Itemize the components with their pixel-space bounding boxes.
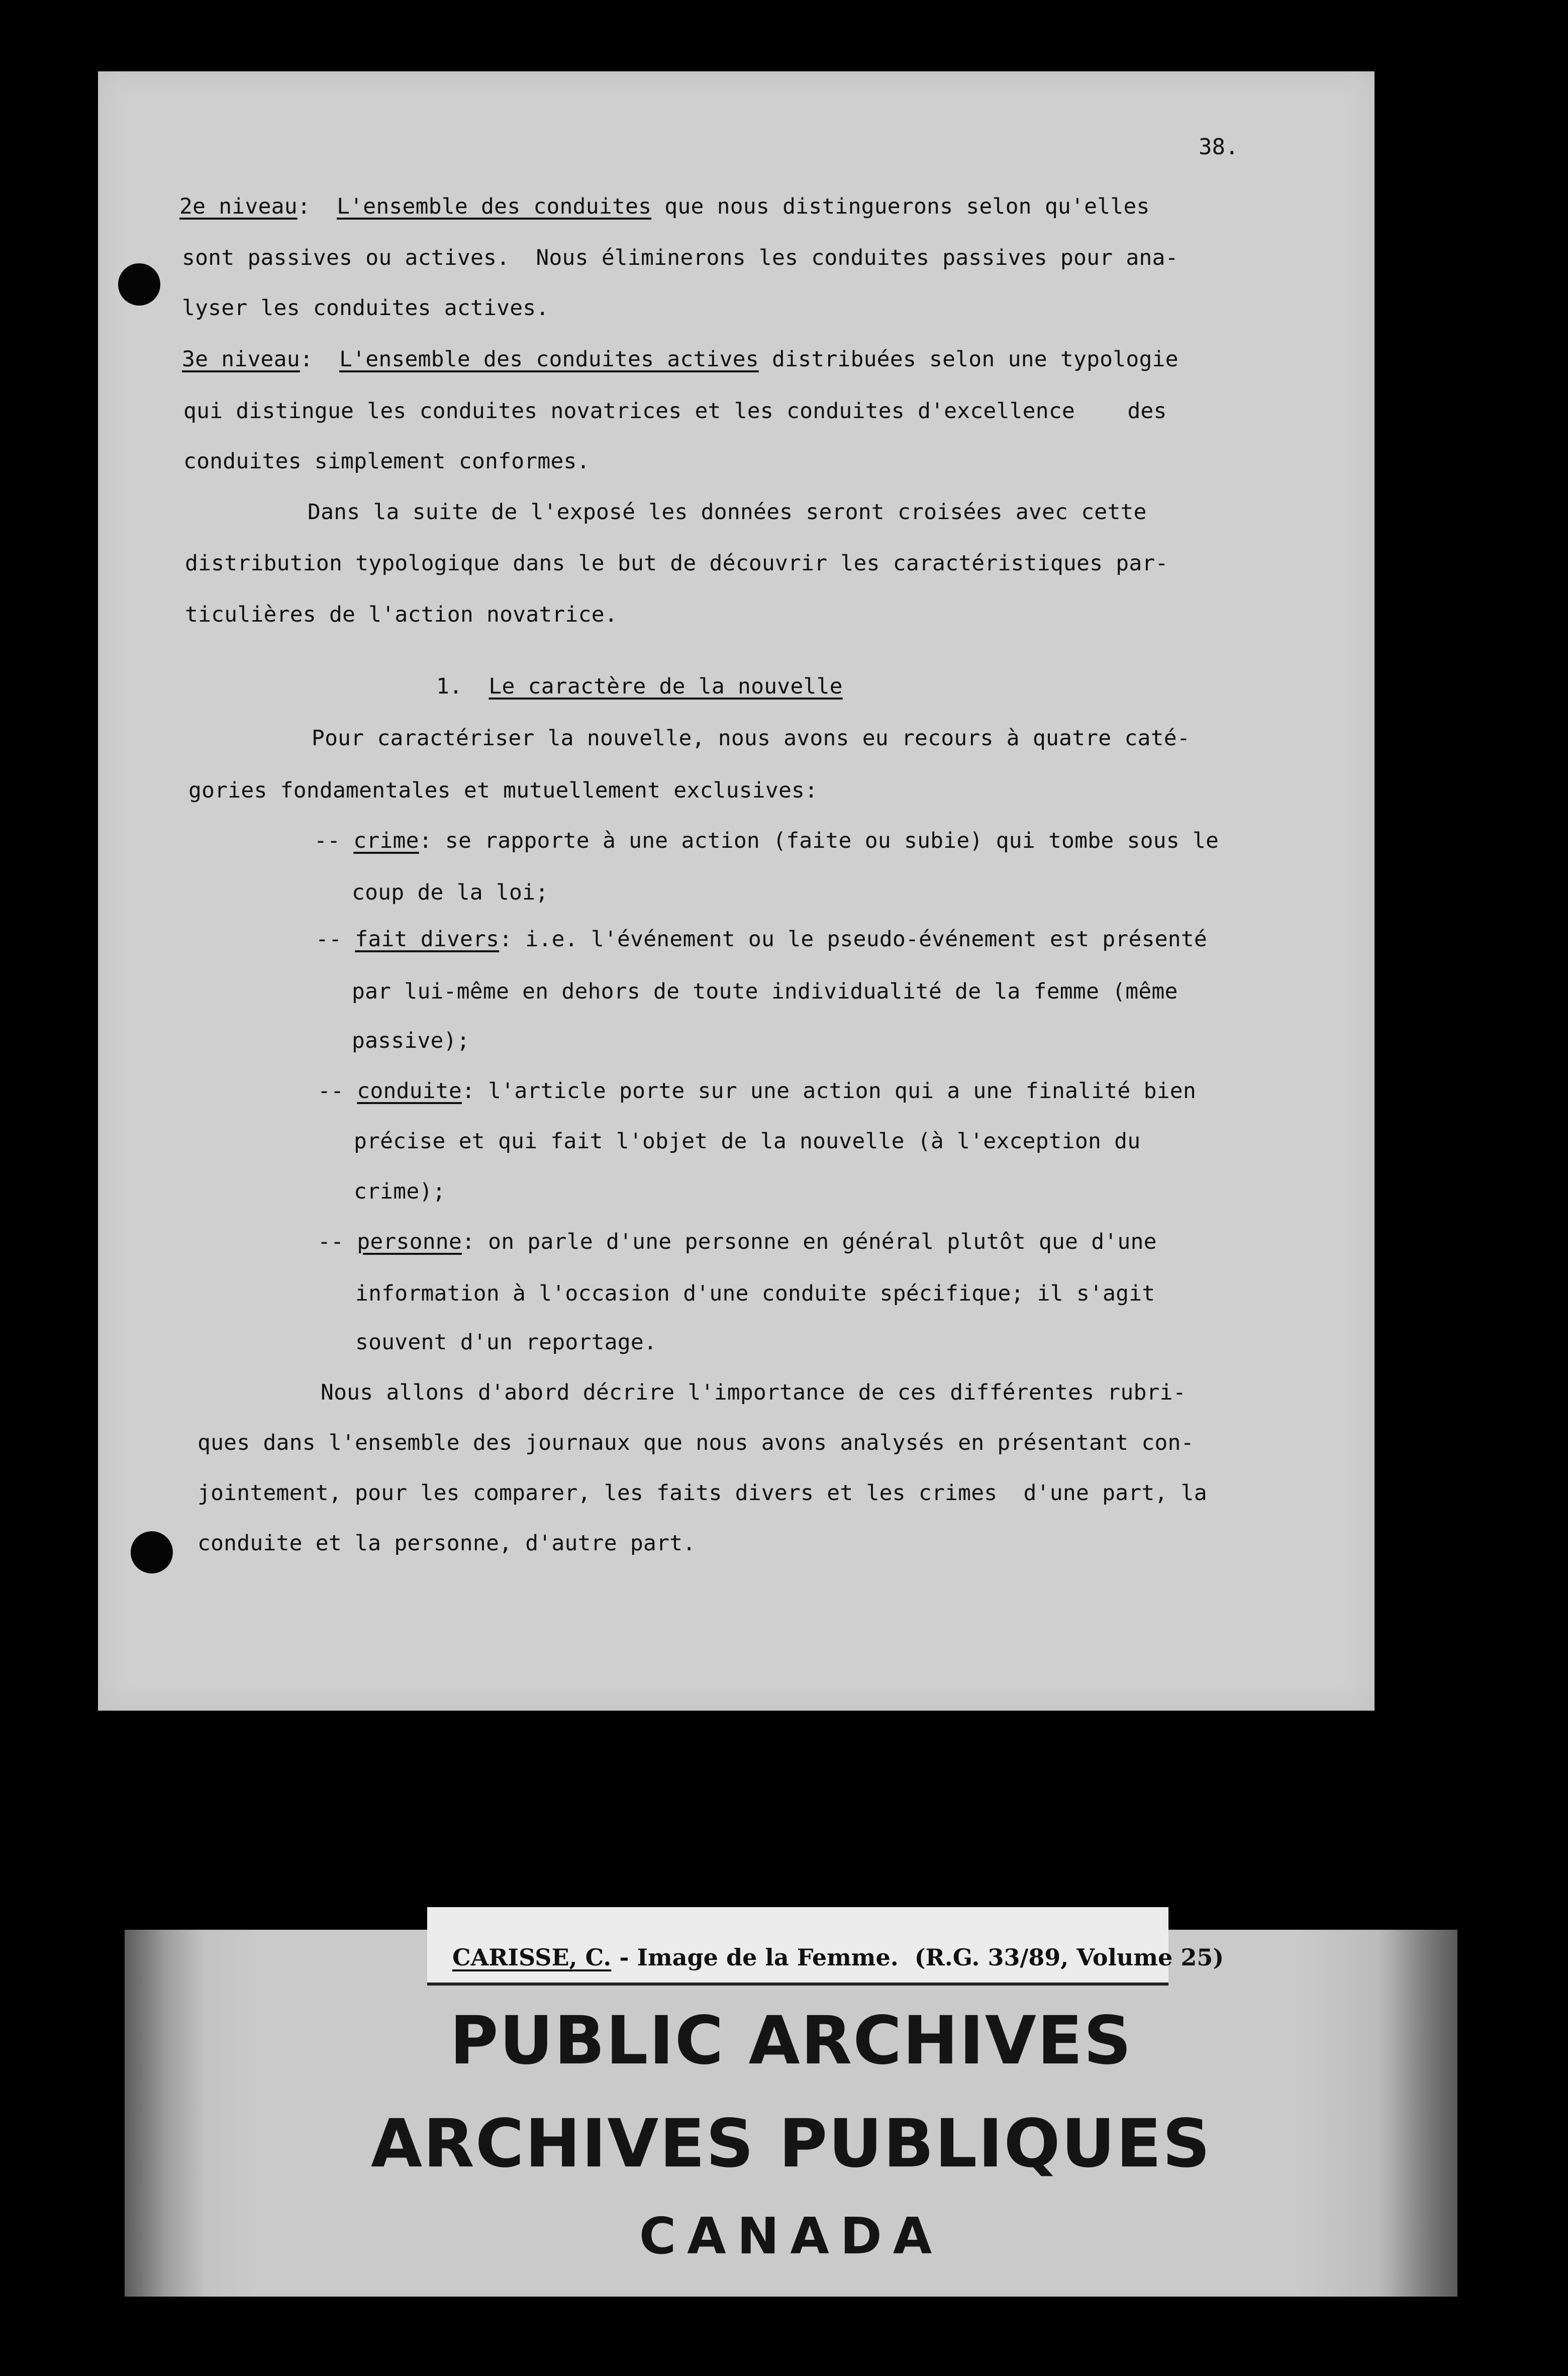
text-segment: jointement, pour les comparer, les faits divers et les crimes d'une part, la [198, 1480, 1207, 1506]
text-segment: : l'article porte sur une action qui a une finalité bien [461, 1078, 1196, 1104]
text-line [312, 728, 1190, 749]
text-segment: 1. [436, 674, 489, 699]
underlined-term: L'ensemble des conduites actives [339, 347, 759, 372]
text-line [352, 882, 548, 904]
underlined-term: 2e niveau [179, 194, 298, 219]
text-line [185, 604, 618, 626]
underlined-term: Le caractère de la nouvelle [488, 674, 843, 699]
ticket-reference: - Image de la Femme. (R.G. 33/89, Volume 25) [611, 1944, 1224, 1971]
text-segment: Pour caractériser la nouvelle, nous avons eu recours à quatre caté- [312, 726, 1190, 751]
text-segment: conduite et la personne, d'autre part. [198, 1531, 696, 1556]
text-line [314, 830, 1219, 852]
text-segment: : se rapporte à une action (faite ou subie) qui tombe sous le [419, 828, 1219, 853]
text-line [355, 1283, 1155, 1305]
text-line [354, 1181, 446, 1203]
punch-hole-top [118, 263, 160, 306]
punch-hole-bottom [131, 1531, 173, 1573]
text-segment: par lui-même en dehors de toute individualité de la femme (même [352, 979, 1178, 1004]
text-line [182, 349, 1179, 370]
text-line [185, 553, 1168, 574]
text-segment: souvent d'un reportage. [355, 1330, 657, 1355]
text-segment: crime); [354, 1179, 446, 1204]
text-segment: distribuées selon une typologie [758, 347, 1179, 372]
text-segment: ques dans l'ensemble des journaux que nous avons analysés en présentant con- [198, 1430, 1194, 1455]
text-segment: : on parle d'une personne en général plutôt que d'une [461, 1229, 1157, 1254]
text-segment: sont passives ou actives. Nous éliminerons les conduites passives pour ana- [182, 245, 1179, 270]
text-line [436, 676, 843, 698]
underlined-term: crime [353, 828, 419, 853]
text-segment: passive); [352, 1028, 470, 1053]
text-segment: -- [318, 1229, 357, 1254]
text-line [352, 981, 1178, 1003]
underlined-term: conduite [357, 1078, 462, 1104]
archive-title-en: PUBLIC ARCHIVES [449, 2002, 1133, 2080]
text-line [321, 1382, 1186, 1404]
text-segment: qui distingue les conduites novatrices et les conduites d'excellence des [183, 399, 1167, 424]
document-page [98, 71, 1375, 1711]
text-line [318, 1080, 1196, 1102]
text-segment: Nous allons d'abord décrire l'importance de ces différentes rubri- [321, 1380, 1186, 1405]
text-line [198, 1432, 1194, 1454]
text-segment: Dans la suite de l'exposé les données seront croisées avec cette [308, 500, 1147, 525]
text-line [183, 401, 1167, 422]
text-segment: gories fondamentales et mutuellement exclusives: [188, 778, 818, 803]
text-line [198, 1482, 1207, 1504]
text-segment: que nous distinguerons selon qu'elles [651, 194, 1150, 219]
text-line [182, 295, 549, 321]
text-segment: lyser les conduites actives. [182, 295, 549, 321]
text-line [182, 247, 1179, 269]
text-segment: conduites simplement conformes. [183, 449, 590, 474]
text-segment: -- [316, 927, 355, 952]
text-line [198, 1533, 696, 1554]
text-line [352, 1030, 470, 1052]
reference-ticket-text [452, 1944, 1224, 1971]
text-segment: : [297, 194, 337, 219]
text-segment: -- [318, 1078, 357, 1104]
text-segment: ticulières de l'action novatrice. [185, 602, 618, 627]
text-line [318, 1231, 1157, 1253]
text-line [179, 196, 1150, 218]
archive-title-fr: ARCHIVES PUBLIQUES [370, 2105, 1211, 2183]
text-segment: -- [314, 828, 354, 853]
underlined-term: 3e niveau [182, 347, 300, 372]
text-segment: précise et qui fait l'objet de la nouvelle (à l'exception du [354, 1129, 1141, 1154]
page-number: 38. [1199, 134, 1239, 160]
text-segment: : i.e. l'événement ou le pseudo-événement est présenté [499, 927, 1208, 952]
text-line [316, 929, 1207, 950]
text-segment: information à l'occasion d'une conduite spécifique; il s'agit [355, 1281, 1155, 1306]
text-segment: coup de la loi; [352, 880, 549, 905]
underlined-term: fait divers [355, 927, 500, 952]
text-segment: : [300, 347, 340, 372]
text-line [355, 1332, 657, 1353]
underlined-term: L'ensemble des conduites [337, 194, 652, 219]
underlined-term: personne [357, 1229, 462, 1254]
ticket-author: CARISSE, C. [452, 1944, 612, 1971]
archive-country: CANADA [639, 2207, 943, 2265]
text-line [308, 502, 1147, 523]
text-line [188, 780, 818, 802]
text-line [183, 451, 590, 472]
text-segment: distribution typologique dans le but de découvrir les caractéristiques par- [185, 551, 1168, 576]
text-line [354, 1131, 1140, 1152]
